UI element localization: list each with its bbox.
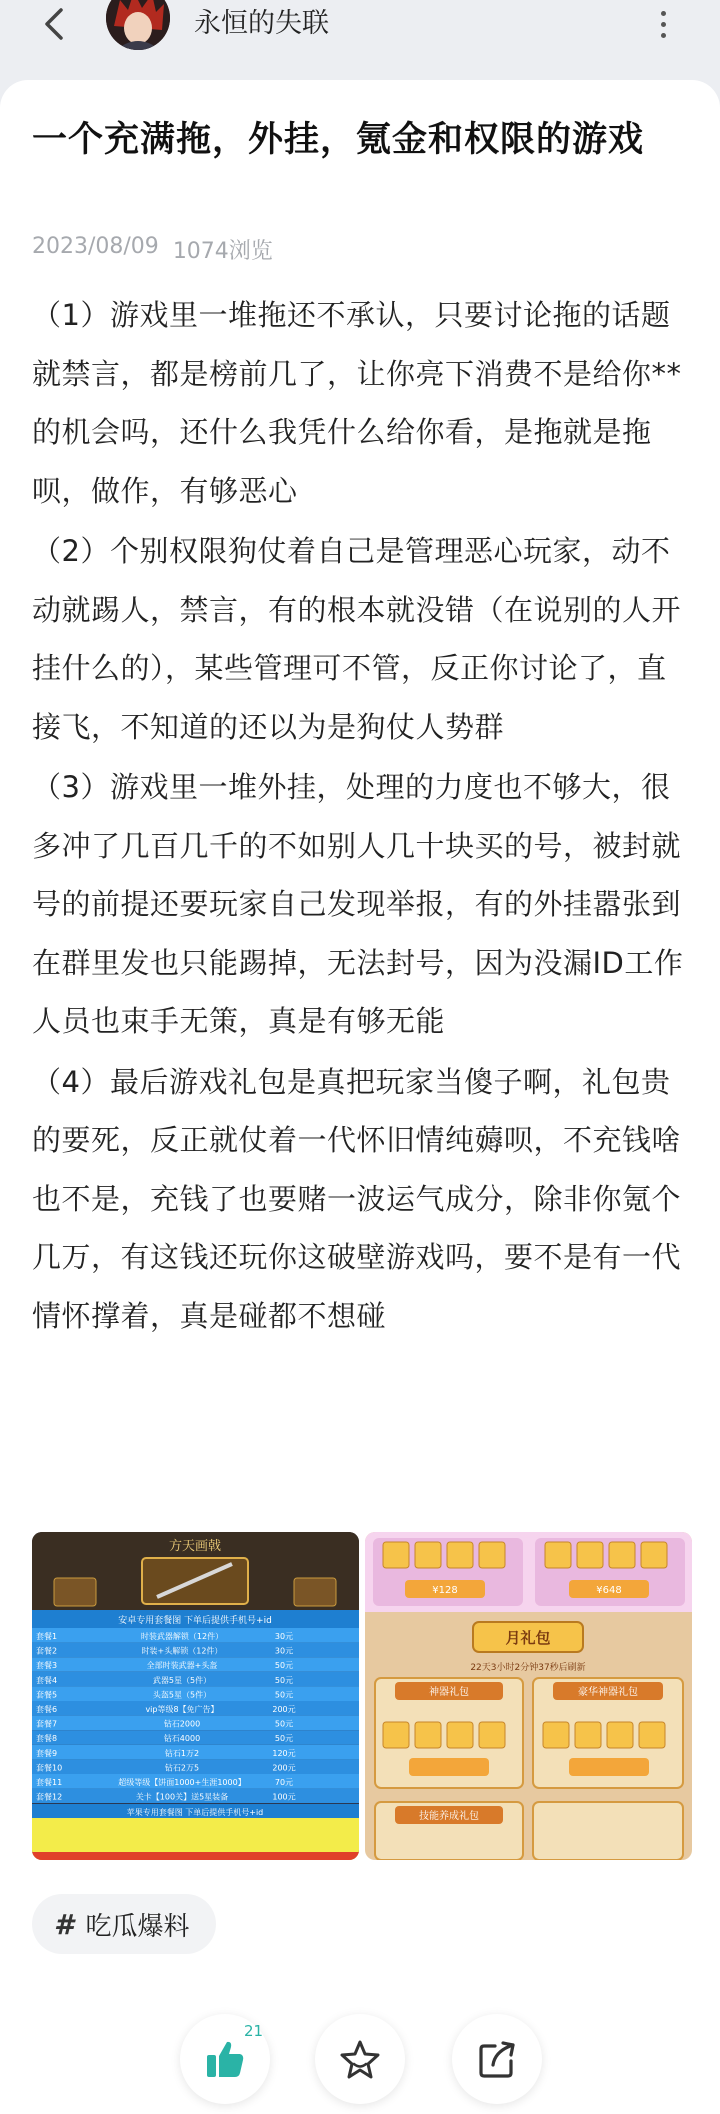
post-meta: [32, 234, 273, 265]
price-cell: vip等级8【免广告】: [145, 1705, 219, 1714]
star-icon: [338, 2037, 382, 2081]
price-cell: 套餐5: [36, 1690, 58, 1700]
price-cell: 200元: [272, 1705, 296, 1714]
price-cell: 100元: [272, 1792, 296, 1802]
top-bar: [0, 0, 720, 80]
price-cell: 50元: [274, 1734, 294, 1744]
price-cell: 200元: [272, 1763, 296, 1773]
price-cell: 套餐1: [36, 1632, 58, 1641]
price-cell: 套餐6: [36, 1705, 58, 1714]
share-icon: [475, 2037, 519, 2081]
author-avatar[interactable]: [106, 0, 170, 50]
price-cell: 套餐2: [36, 1646, 58, 1656]
price-cell: 70元: [274, 1778, 294, 1787]
price-cell: 套餐7: [36, 1719, 58, 1729]
hashtag-icon: #: [54, 1907, 74, 1941]
price-cell: 钻石2000: [163, 1719, 201, 1729]
image-timer: 22天3小时2分钟37秒后刷新: [470, 1663, 586, 1673]
post-views: 1074浏览: [172, 239, 273, 264]
topic-tag[interactable]: [32, 1894, 216, 1954]
price-cell: 时装+头解锁（12件）: [141, 1646, 223, 1656]
price-table: [32, 1628, 359, 1803]
price-cell: 30元: [274, 1646, 294, 1656]
more-dots-icon: [661, 11, 666, 16]
image-banner-title: 方天画戟: [168, 1539, 222, 1554]
image-table-footer: 苹果专用套餐图 下单后提供手机号+id: [126, 1808, 264, 1817]
price-cell: 50元: [274, 1661, 294, 1671]
post-paragraph: （4）最后游戏礼包是真把玩家当傻子啊，礼包贵的要死，反正就仗着一代怀旧情纯薅呗，不充钱啥也不是，充钱了也要赌一波运气成分，除非你氪个几万，有这钱还玩你这破壁游戏吗，要不是有一代情怀撑着，真是碰都不想碰: [32, 1064, 682, 1333]
price-cell: 30元: [274, 1632, 294, 1641]
price-cell: 套餐3: [36, 1661, 58, 1671]
image-pack-a: 神器礼包: [429, 1687, 469, 1698]
price-cell: 套餐8: [36, 1734, 58, 1744]
post-image-price-list[interactable]: [32, 1532, 359, 1860]
share-button[interactable]: [452, 2014, 542, 2104]
price-cell: 头盔5星（5件）: [152, 1690, 212, 1700]
price-cell: 50元: [274, 1675, 294, 1685]
post-paragraph: （3）游戏里一堆外挂，处理的力度也不够大，很多冲了几百几千的不如别人几十块买的号，被封就号的前提还要玩家自己发现举报，有的外挂嚣张到在群里发也只能踢掉，无法封号，因为没漏ID工作人员也束手无策，真是有够无能: [32, 770, 684, 1038]
price-cell: 全部时装武器+头盔: [146, 1661, 218, 1671]
price-cell: 时装武器解锁（12件）: [140, 1632, 224, 1641]
favorite-button[interactable]: [315, 2014, 405, 2104]
price-cell: 套餐10: [36, 1763, 63, 1773]
post-content: [32, 286, 694, 1347]
back-button[interactable]: [36, 6, 72, 42]
image-pack-b: 豪华神器礼包: [578, 1687, 638, 1698]
post-title: 一个充满拖，外挂，氪金和权限的游戏: [32, 120, 645, 160]
thumbs-up-icon: [203, 2037, 247, 2081]
price-cell: 套餐12: [36, 1792, 63, 1802]
price-cell: 关卡【100关】送5星装备: [135, 1792, 229, 1802]
price-cell: 超级等级【饼面1000+生涯1000】: [118, 1778, 246, 1787]
post-images: [32, 1532, 692, 1860]
author-name[interactable]: 永恒的失联: [194, 8, 329, 39]
action-bar: [0, 2000, 720, 2114]
price-cell: 套餐9: [36, 1748, 58, 1758]
chevron-left-icon: [43, 7, 65, 41]
post-paragraph: （1）游戏里一堆拖还不承认，只要讨论拖的话题就禁言，都是榜前几了，让你亮下消费不是给你**的机会吗，还什么我凭什么给你看，是拖就是拖呗，做作，有够恶心: [32, 298, 682, 508]
like-count: 21: [244, 2022, 264, 2040]
topic-tag-label: 吃瓜爆料: [85, 1911, 190, 1942]
price-cell: 套餐4: [36, 1675, 58, 1685]
more-options-button[interactable]: [648, 6, 678, 42]
price-cell: 钻石2万5: [164, 1763, 200, 1773]
price-cell: 武器5星（5件）: [152, 1675, 212, 1685]
price-cell: 50元: [274, 1719, 294, 1729]
price-cell: 钻石1万2: [164, 1748, 200, 1758]
image-table-header: 安卓专用套餐图 下单后提供手机号+id: [118, 1616, 272, 1626]
image-price-b: ¥648: [596, 1585, 622, 1596]
price-cell: 钻石4000: [163, 1734, 201, 1744]
image-pack-c: 技能养成礼包: [419, 1811, 479, 1822]
post-paragraph: （2）个别权限狗仗着自己是管理恶心玩家，动不动就踢人，禁言，有的根本就没错（在说别的人开挂什么的），某些管理可不管，反正你讨论了，直接飞，不知道的还以为是狗仗人势群: [32, 534, 682, 744]
price-cell: 套餐11: [36, 1778, 63, 1787]
price-cell: 50元: [274, 1690, 294, 1700]
post-image-gift-packs[interactable]: [365, 1532, 692, 1860]
post-date: 2023/08/09: [32, 234, 159, 259]
image-month-banner: 月礼包: [505, 1629, 551, 1647]
image-price-a: ¥128: [432, 1585, 458, 1596]
price-cell: 120元: [272, 1748, 296, 1758]
